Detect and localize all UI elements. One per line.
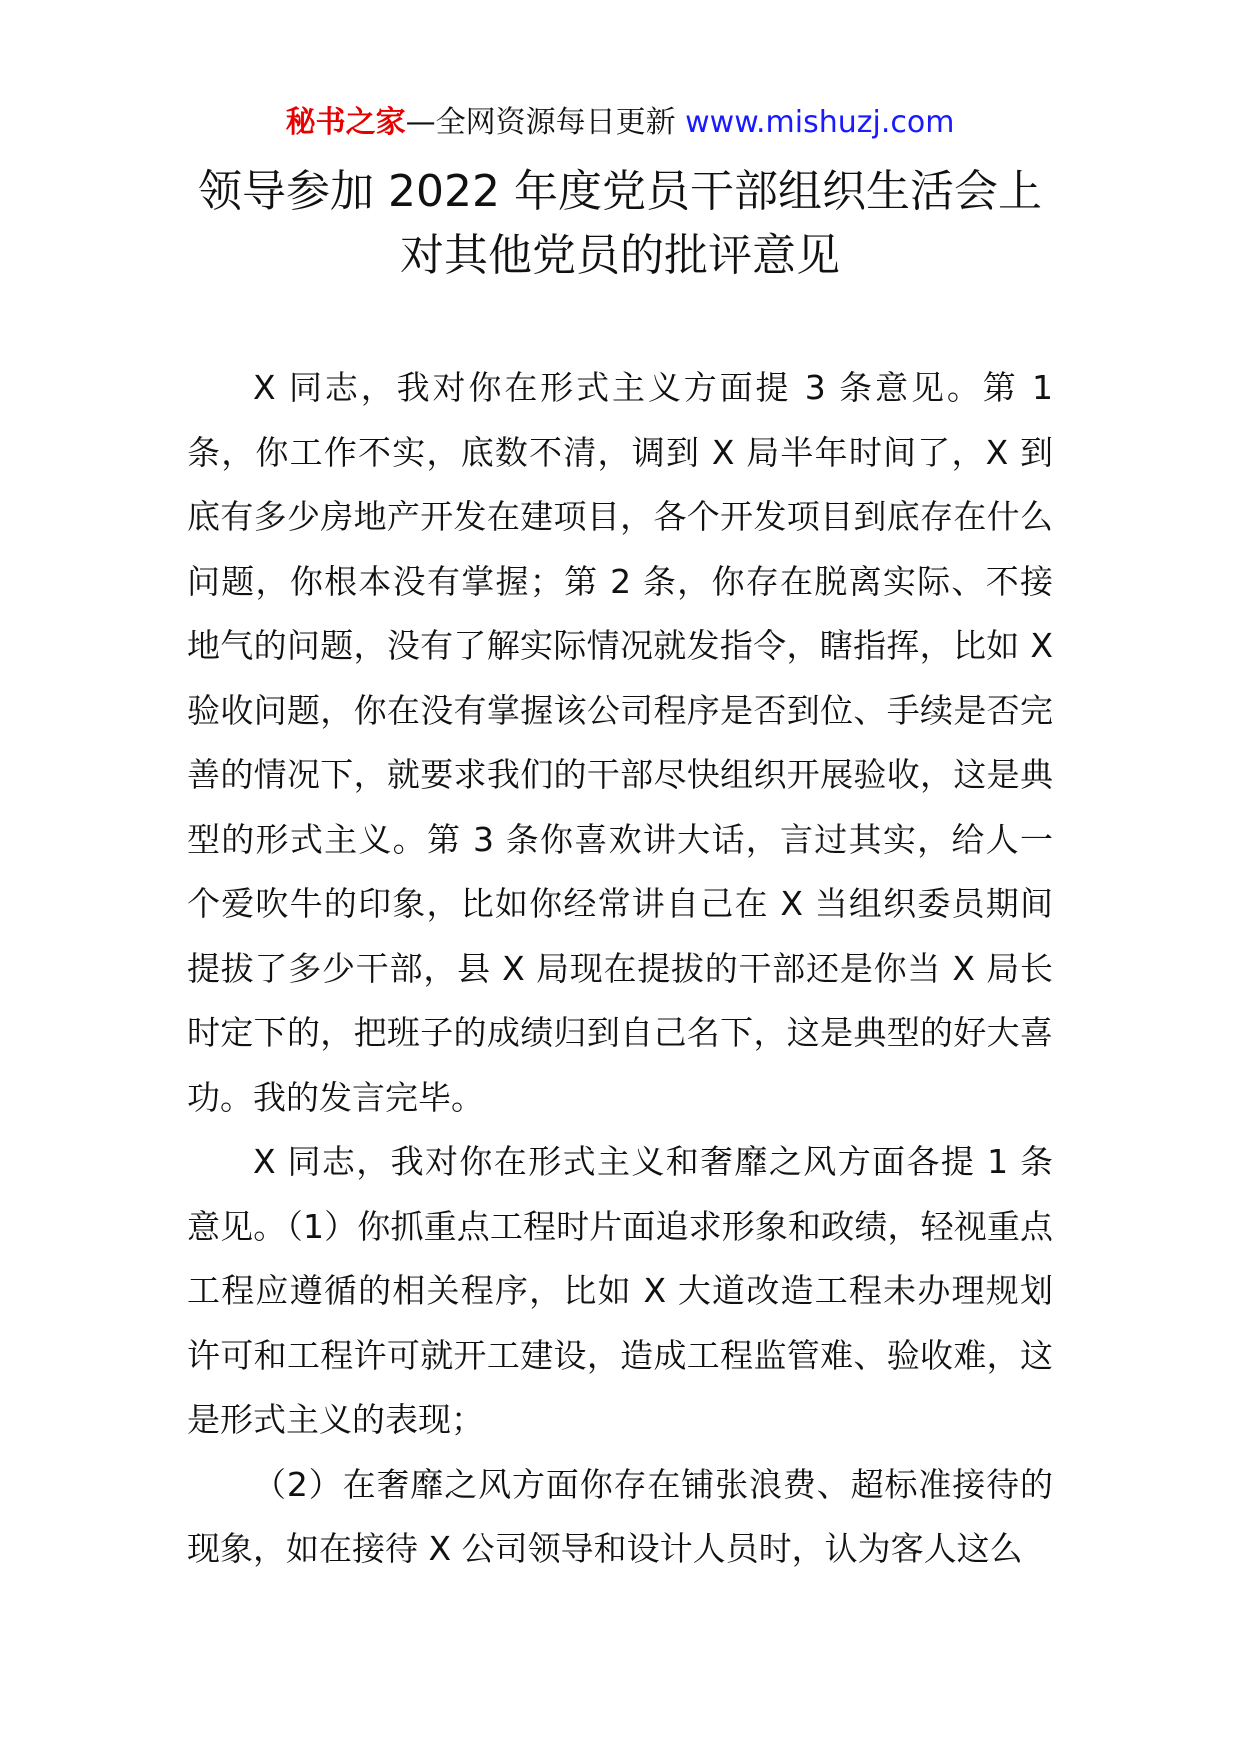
paragraph-1: X 同志，我对你在形式主义方面提 3 条意见。第 1 条，你工作不实，底数不清，调到 X 局半年时间了，X 到底有多少房地产开发在建项目，各个开发项目到底存在什么问题，你根本没有掌握；第 2 条，你存在脱离实际、不接地气的问题，没有了解实际情况就发指令，瞎指挥，比如 X 验收问题，你在没有掌握该公司程序是否到位、手续是否完善的情况下，就要求我们的干部尽快组织开展验收，这是典型的形式主义。第 3 条你喜欢讲大话，言过其实，给人一个爱吹牛的印象，比如你经常讲自己在 X 当组织委员期间提拔了多少干部，县 X 局现在提拔的干部还是你当 X 局长时定下的，把班子的成绩归到自己名下，这是典型的好大喜功。我的发言完毕。	[187, 368, 1053, 1117]
watermark-header	[0, 103, 1240, 143]
document-body	[187, 356, 1053, 1582]
document-title	[180, 160, 1060, 288]
header-tagline: —全网资源每日更新	[405, 105, 686, 140]
paragraph-2: X 同志，我对你在形式主义和奢靡之风方面各提 1 条意见。（1）你抓重点工程时片面追求形象和政绩，轻视重点工程应遵循的相关程序，比如 X 大道改造工程未办理规划许可和工程许可就开工建设，造成工程监管难、验收难，这是形式主义的表现；	[187, 1142, 1053, 1439]
title-line-2: 对其他党员的批评意见	[400, 230, 840, 281]
site-url-link[interactable]: www.mishuzj.com	[685, 105, 955, 140]
paragraph-3: （2）在奢靡之风方面你存在铺张浪费、超标准接待的现象，如在接待 X 公司领导和设计人员时，认为客人这么	[187, 1464, 1053, 1568]
brand-name: 秘书之家	[285, 105, 406, 140]
title-line-1: 领导参加 2022 年度党员干部组织生活会上	[198, 166, 1042, 217]
